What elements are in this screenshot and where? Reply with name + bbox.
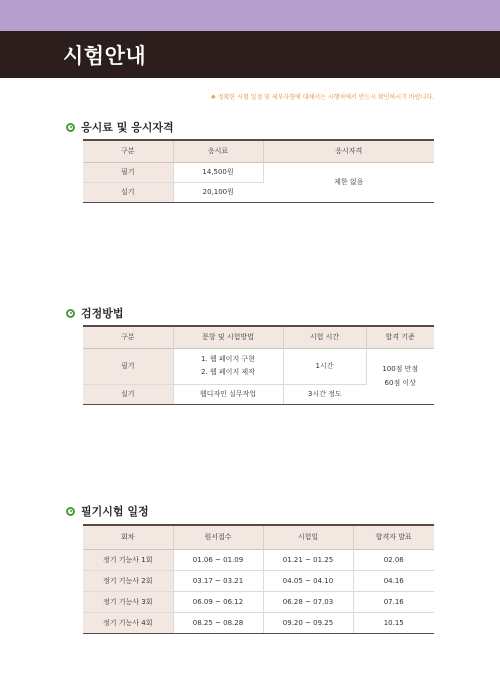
announcement-cell: 10.15 (353, 612, 434, 633)
row-label: 필기 (83, 162, 173, 182)
table-row (83, 162, 434, 182)
exam-date-cell: 01.21 ~ 01.25 (263, 549, 353, 570)
time-cell: 1시간 (283, 348, 366, 384)
announcement-cell: 04.16 (353, 570, 434, 591)
announcement-cell: 02.06 (353, 549, 434, 570)
application-cell: 06.09 ~ 06.12 (173, 591, 263, 612)
exam-date-cell: 04.05 ~ 04.10 (263, 570, 353, 591)
method-line: 1. 웹 페이지 구현 (201, 355, 255, 363)
column-header: 합격 기준 (366, 326, 434, 348)
exam-date-cell: 09.20 ~ 09.25 (263, 612, 353, 633)
row-label: 실기 (83, 182, 173, 202)
table-row (83, 612, 434, 633)
application-cell: 01.06 ~ 01.09 (173, 549, 263, 570)
column-header: 원서접수 (173, 525, 263, 549)
table-row (83, 591, 434, 612)
column-header: 시험 시간 (283, 326, 366, 348)
column-header: 응시료 (173, 140, 263, 162)
table-row (83, 549, 434, 570)
row-label: 실기 (83, 384, 173, 404)
column-header: 응시자격 (263, 140, 434, 162)
round-cell: 정기 기능사 2회 (83, 570, 173, 591)
pass-line: 60점 이상 (384, 379, 416, 387)
column-header: 합격자 발표 (353, 525, 434, 549)
round-cell: 정기 기능사 1회 (83, 549, 173, 570)
section-title: 응시료 및 응시자격 (81, 121, 174, 134)
page-title: 시험안내 (63, 44, 147, 68)
column-header: 구분 (83, 140, 173, 162)
fee-table (83, 139, 434, 203)
column-header: 시험일 (263, 525, 353, 549)
announcement-cell: 07.16 (353, 591, 434, 612)
top-color-band (0, 0, 500, 31)
method-cell (173, 348, 283, 384)
pass-criteria-cell (366, 348, 434, 404)
method-cell: 웹디자인 실무작업 (173, 384, 283, 404)
green-circle-bullet-icon (66, 507, 75, 516)
method-table (83, 325, 434, 405)
green-circle-bullet-icon (66, 309, 75, 318)
fee-cell: 20,100원 (173, 182, 263, 202)
column-header: 회차 (83, 525, 173, 549)
table-row (83, 348, 434, 384)
notice-text: ❖ 정확한 시험 일정 및 세부사항에 대해서는 시행처에서 반드시 확인하시기 바랍니다. (210, 94, 434, 101)
section-title: 필기시험 일정 (81, 505, 149, 518)
row-label: 필기 (83, 348, 173, 384)
schedule-table (83, 524, 434, 634)
round-cell: 정기 기능사 3회 (83, 591, 173, 612)
table-row (83, 570, 434, 591)
application-cell: 08.25 ~ 08.28 (173, 612, 263, 633)
round-cell: 정기 기능사 4회 (83, 612, 173, 633)
section-header-fee (66, 119, 174, 135)
method-line: 2. 웹 페이지 제작 (201, 368, 255, 376)
green-circle-bullet-icon (66, 123, 75, 132)
pass-line: 100점 만점 (382, 365, 419, 373)
column-header: 문항 및 시험방법 (173, 326, 283, 348)
section-header-method (66, 305, 124, 321)
fee-cell: 14,500원 (173, 162, 263, 182)
exam-date-cell: 06.28 ~ 07.03 (263, 591, 353, 612)
column-header: 구분 (83, 326, 173, 348)
section-header-schedule (66, 503, 149, 519)
section-title: 검정방법 (81, 307, 124, 320)
qualification-cell: 제한 없음 (263, 162, 434, 202)
time-cell: 3시간 정도 (283, 384, 366, 404)
application-cell: 03.17 ~ 03.21 (173, 570, 263, 591)
